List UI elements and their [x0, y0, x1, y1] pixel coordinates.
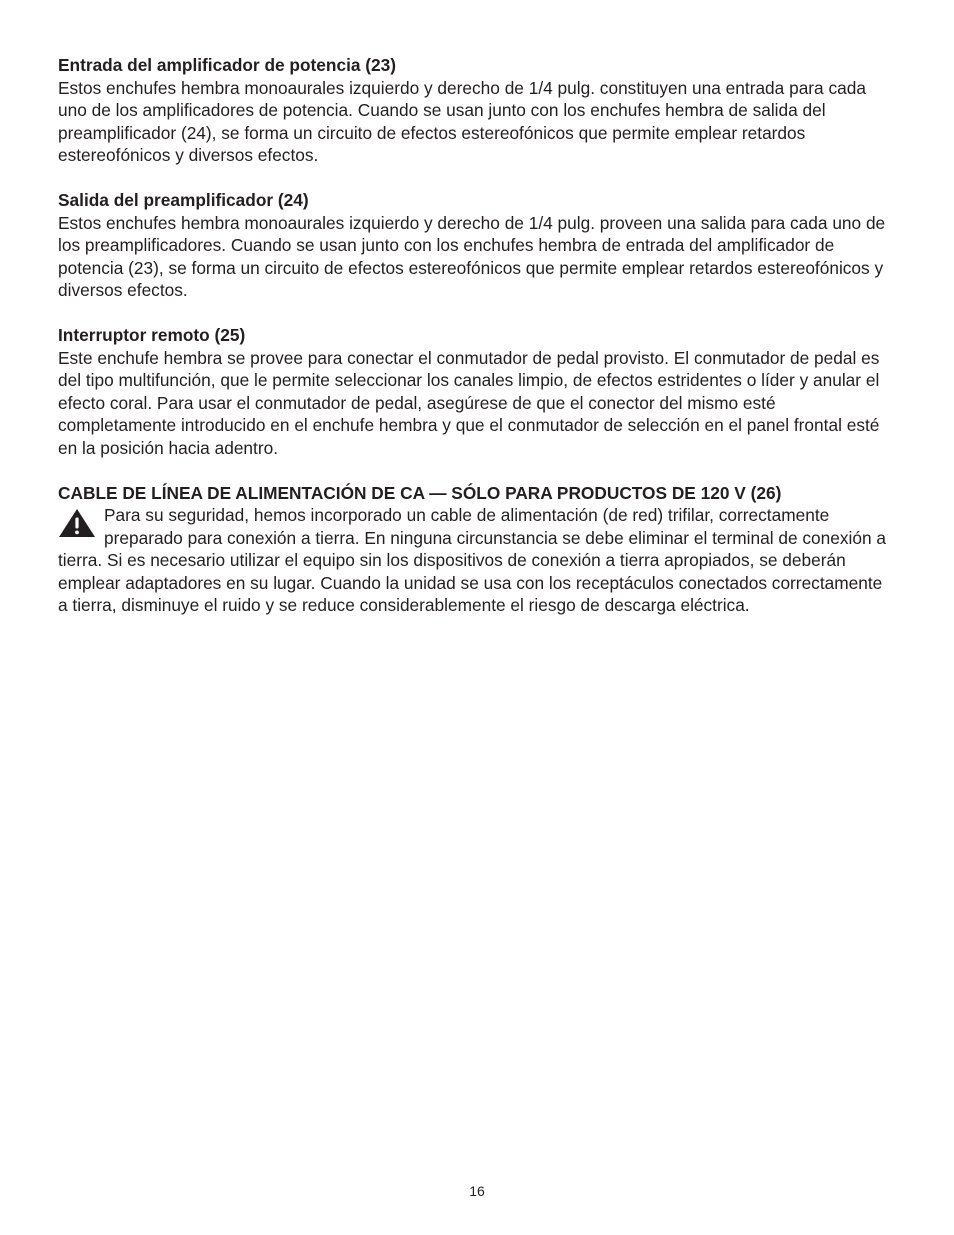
section-preamp-output — [58, 189, 896, 302]
section-body: Estos enchufes hembra monoaurales izquierdo y derecho de 1/4 pulg. proveen una salida para cada uno de los preamplificadores. Cuando se usan junto con los enchufes hembra de entrada del amplificador de potencia (23), se forma un circuito de efectos estereofónicos que permite emplear retardos estereofónicos y diversos efectos. — [58, 212, 886, 301]
section-body: Este enchufe hembra se provee para conectar el conmutador de pedal provisto. El conmutador de pedal es del tipo multifunción, que le permite seleccionar los canales limpio, de efectos estridentes o líder y anular el efecto coral. Para usar el conmutador de pedal, asegúrese de que el conector del mismo esté completamente introducido en el enchufe hembra y que el conmutador de selección en el panel frontal esté en la posición hacia adentro. — [58, 347, 880, 458]
warning-triangle-icon — [58, 508, 96, 538]
section-heading: Salida del preamplificador (24) — [58, 189, 309, 210]
section-heading: Entrada del amplificador de potencia (23) — [58, 55, 397, 75]
section-body-wrapper — [58, 504, 896, 617]
document-page — [58, 54, 896, 639]
section-body: Estos enchufes hembra monoaurales izquierdo y derecho de 1/4 pulg. constituyen una entrada para cada uno de los amplificadores de potencia. Cuando se usan junto con los enchufes hembra de salida del preamplificador (24), se forma un circuito de efectos estereofónicos que permite emplear retardos estereofónicos y diversos efectos. — [58, 77, 866, 166]
page-number: 16 — [469, 1183, 485, 1199]
section-remote-switch — [58, 324, 896, 460]
section-heading: CABLE DE LÍNEA DE ALIMENTACIÓN DE CA — SÓLO PARA PRODUCTOS DE 120 V (26) — [58, 482, 782, 503]
section-power-amp-input — [58, 54, 896, 167]
section-body: Para su seguridad, hemos incorporado un cable de alimentación (de red) trifilar, correctamente preparado para conexión a tierra. En ninguna circunstancia se debe eliminar el terminal de conexión a tierra. Si es necesario utilizar el equipo sin los dispositivos de conexión a tierra apropiados, se deberán emplear adaptadores en su lugar. Cuando la unidad se usa con los receptáculos conectados correctamente a tierra, disminuye el ruido y se reduce considerablemente el riesgo de descarga eléctrica. — [58, 505, 886, 616]
section-heading: Interruptor remoto (25) — [58, 324, 246, 345]
section-ac-power-cord — [58, 482, 896, 618]
